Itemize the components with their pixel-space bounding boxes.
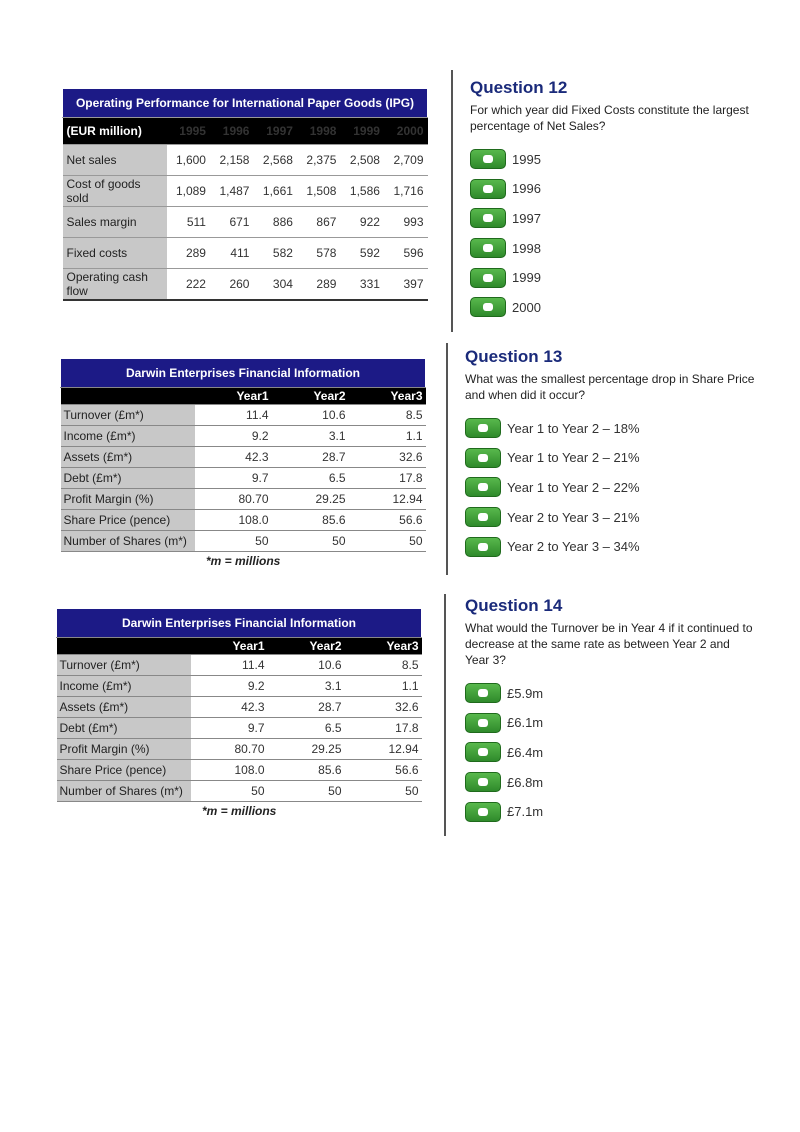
row-label: Debt (£m*) (57, 718, 191, 739)
header-cell (57, 638, 191, 655)
table-cell: 28.7 (272, 447, 349, 468)
table-cell: 108.0 (195, 510, 272, 531)
row-label: Sales margin (63, 207, 167, 238)
option-label: 1998 (512, 240, 541, 256)
table-cell: 1.1 (345, 676, 422, 697)
header-cell: Year3 (349, 388, 426, 405)
table-cell: 50 (349, 531, 426, 552)
table-cell: 12.94 (345, 739, 422, 760)
answer-option[interactable] (465, 682, 755, 704)
table-cell: 8.5 (345, 655, 422, 676)
option-label: 1995 (512, 151, 541, 167)
table-cell: 17.8 (345, 718, 422, 739)
header-cell: Year1 (195, 388, 272, 405)
footnote: *m = millions (202, 804, 277, 818)
ipg-table-section (62, 88, 428, 301)
question-text: What was the smallest percentage drop in Share Price and when did it occur? (465, 372, 755, 402)
radio-button-icon[interactable] (470, 179, 506, 199)
table-cell: 2,375 (297, 145, 340, 176)
table-cell: 3.1 (272, 426, 349, 447)
option-label: 1999 (512, 270, 541, 286)
answer-option[interactable] (470, 296, 760, 318)
row-label: Operating cash flow (63, 269, 167, 301)
table-cell: 6.5 (272, 468, 349, 489)
table-cell: 50 (268, 781, 345, 802)
table-cell: 922 (340, 207, 383, 238)
table-cell: 50 (191, 781, 268, 802)
table-cell: 2,158 (210, 145, 253, 176)
answer-option[interactable] (465, 741, 755, 763)
table-cell: 1,716 (384, 176, 428, 207)
table-cell: 2,508 (340, 145, 383, 176)
question-12 (470, 78, 760, 326)
table-cell: 411 (210, 238, 253, 269)
table-cell: 12.94 (349, 489, 426, 510)
option-label: Year 1 to Year 2 – 22% (507, 479, 640, 495)
table-cell: 80.70 (191, 739, 268, 760)
table-row (57, 676, 422, 697)
darwin-table-title: Darwin Enterprises Financial Information (61, 359, 426, 388)
table-cell: 2,568 (253, 145, 296, 176)
question-text: For which year did Fixed Costs constitute the largest percentage of Net Sales? (470, 103, 749, 133)
radio-button-icon[interactable] (470, 208, 506, 228)
row-label: Share Price (pence) (57, 760, 191, 781)
ipg-table (62, 88, 428, 301)
row-label: Income (£m*) (57, 676, 191, 697)
table-cell: 3.1 (268, 676, 345, 697)
option-label: £6.1m (507, 715, 544, 731)
divider-line (444, 594, 446, 836)
radio-button-icon[interactable] (465, 713, 501, 733)
table-cell: 304 (253, 269, 296, 301)
table-cell: 582 (253, 238, 296, 269)
answer-option[interactable] (470, 207, 760, 229)
question-title: Question 12 (470, 78, 568, 97)
header-cell: 1998 (297, 118, 340, 145)
table-cell: 1,586 (340, 176, 383, 207)
table-cell: 50 (272, 531, 349, 552)
radio-button-icon[interactable] (470, 149, 506, 169)
table-cell: 222 (167, 269, 210, 301)
table-cell: 29.25 (268, 739, 345, 760)
table-cell: 289 (167, 238, 210, 269)
radio-button-icon[interactable] (465, 448, 501, 468)
table-cell: 867 (297, 207, 340, 238)
row-label: Debt (£m*) (61, 468, 195, 489)
answer-option[interactable] (465, 801, 755, 823)
darwin-table-title: Darwin Enterprises Financial Information (57, 609, 422, 638)
darwin-table-a (60, 358, 426, 552)
table-cell: 671 (210, 207, 253, 238)
table-cell: 85.6 (272, 510, 349, 531)
header-cell: Year2 (272, 388, 349, 405)
ipg-table-header (63, 118, 428, 145)
table-row (61, 447, 426, 468)
header-cell: 1995 (167, 118, 210, 145)
table-cell: 56.6 (345, 760, 422, 781)
table-cell: 6.5 (268, 718, 345, 739)
radio-button-icon[interactable] (465, 477, 501, 497)
radio-button-icon[interactable] (465, 772, 501, 792)
header-cell: 1999 (340, 118, 383, 145)
option-label: 1996 (512, 181, 541, 197)
table-cell: 10.6 (272, 405, 349, 426)
answer-option[interactable] (465, 771, 755, 793)
darwin-table-b (56, 608, 422, 802)
table-cell: 289 (297, 269, 340, 301)
table-cell: 260 (210, 269, 253, 301)
table-cell: 886 (253, 207, 296, 238)
table-row (61, 531, 426, 552)
row-label: Income (£m*) (61, 426, 195, 447)
row-label: Turnover (£m*) (61, 405, 195, 426)
table-cell: 511 (167, 207, 210, 238)
row-label: Fixed costs (63, 238, 167, 269)
table-cell: 2,709 (384, 145, 428, 176)
table-row (63, 176, 428, 207)
option-label: £5.9m (507, 685, 544, 701)
table-cell: 80.70 (195, 489, 272, 510)
question-14 (465, 596, 755, 830)
table-row (61, 405, 426, 426)
header-cell: 1996 (210, 118, 253, 145)
table-cell: 42.3 (195, 447, 272, 468)
table-cell: 993 (384, 207, 428, 238)
table-cell: 29.25 (272, 489, 349, 510)
row-label: Profit Margin (%) (57, 739, 191, 760)
table-cell: 108.0 (191, 760, 268, 781)
answer-option[interactable] (470, 148, 760, 170)
table-cell: 50 (345, 781, 422, 802)
option-label: 2000 (512, 299, 541, 315)
radio-button-icon[interactable] (465, 683, 501, 703)
table-row (57, 760, 422, 781)
table-cell: 11.4 (191, 655, 268, 676)
darwin-table-a-section (60, 358, 426, 568)
table-cell: 28.7 (268, 697, 345, 718)
table-cell: 9.7 (191, 718, 268, 739)
table-row (57, 739, 422, 760)
table-row (57, 697, 422, 718)
table-cell: 592 (340, 238, 383, 269)
table-row (61, 489, 426, 510)
header-cell: (EUR million) (63, 118, 167, 145)
table-row (63, 238, 428, 269)
ipg-table-title: Operating Performance for International Paper Goods (IPG) (63, 89, 428, 118)
header-cell: 1997 (253, 118, 296, 145)
table-cell: 1,661 (253, 176, 296, 207)
table-cell: 9.2 (195, 426, 272, 447)
table-cell: 50 (195, 531, 272, 552)
row-label: Net sales (63, 145, 167, 176)
table-cell: 85.6 (268, 760, 345, 781)
radio-button-icon[interactable] (470, 238, 506, 258)
option-label: Year 1 to Year 2 – 21% (507, 450, 640, 466)
answer-option[interactable] (465, 506, 755, 528)
darwin-table-b-section (56, 608, 422, 818)
table-cell: 578 (297, 238, 340, 269)
table-cell: 56.6 (349, 510, 426, 531)
question-title: Question 13 (465, 347, 563, 366)
table-row (63, 269, 428, 301)
table-cell: 397 (384, 269, 428, 301)
table-row (61, 510, 426, 531)
answer-option[interactable] (465, 476, 755, 498)
table-cell: 596 (384, 238, 428, 269)
row-label: Cost of goods sold (63, 176, 167, 207)
answer-option[interactable] (465, 447, 755, 469)
table-cell: 1,600 (167, 145, 210, 176)
radio-button-icon[interactable] (470, 297, 506, 317)
option-label: £7.1m (507, 804, 544, 820)
table-cell: 11.4 (195, 405, 272, 426)
answer-option[interactable] (470, 237, 760, 259)
darwin-table-header (57, 638, 422, 655)
radio-button-icon[interactable] (465, 802, 501, 822)
row-label: Number of Shares (m*) (57, 781, 191, 802)
table-cell: 42.3 (191, 697, 268, 718)
row-label: Assets (£m*) (61, 447, 195, 468)
table-row (61, 468, 426, 489)
option-label: Year 2 to Year 3 – 21% (507, 509, 640, 525)
table-row (63, 145, 428, 176)
row-label: Assets (£m*) (57, 697, 191, 718)
row-label: Turnover (£m*) (57, 655, 191, 676)
option-label: Year 2 to Year 3 – 34% (507, 539, 640, 555)
answer-option[interactable] (470, 178, 760, 200)
footnote: *m = millions (206, 554, 281, 568)
divider-line (451, 70, 453, 332)
radio-button-icon[interactable] (465, 537, 501, 557)
question-title: Question 14 (465, 596, 563, 615)
radio-button-icon[interactable] (465, 507, 501, 527)
table-cell: 1,487 (210, 176, 253, 207)
table-cell: 8.5 (349, 405, 426, 426)
answer-option[interactable] (465, 712, 755, 734)
header-cell: 2000 (384, 118, 428, 145)
table-cell: 331 (340, 269, 383, 301)
radio-button-icon[interactable] (465, 742, 501, 762)
table-cell: 1,508 (297, 176, 340, 207)
header-cell: Year3 (345, 638, 422, 655)
header-cell (61, 388, 195, 405)
option-label: £6.8m (507, 774, 544, 790)
table-cell: 1,089 (167, 176, 210, 207)
table-cell: 10.6 (268, 655, 345, 676)
answer-option[interactable] (465, 536, 755, 558)
divider-line (446, 343, 448, 575)
option-label: £6.4m (507, 744, 544, 760)
table-row (57, 655, 422, 676)
answer-option[interactable] (470, 267, 760, 289)
question-13 (465, 347, 755, 565)
header-cell: Year1 (191, 638, 268, 655)
row-label: Number of Shares (m*) (61, 531, 195, 552)
option-label: 1997 (512, 210, 541, 226)
radio-button-icon[interactable] (470, 268, 506, 288)
darwin-table-header (61, 388, 426, 405)
answer-option[interactable] (465, 417, 755, 439)
table-cell: 1.1 (349, 426, 426, 447)
table-cell: 17.8 (349, 468, 426, 489)
table-row (61, 426, 426, 447)
table-cell: 9.2 (191, 676, 268, 697)
table-cell: 32.6 (349, 447, 426, 468)
row-label: Profit Margin (%) (61, 489, 195, 510)
table-row (57, 718, 422, 739)
table-cell: 32.6 (345, 697, 422, 718)
table-cell: 9.7 (195, 468, 272, 489)
question-text: What would the Turnover be in Year 4 if it continued to decrease at the same rate as between Year 2 and Year 3? (465, 621, 753, 667)
header-cell: Year2 (268, 638, 345, 655)
row-label: Share Price (pence) (61, 510, 195, 531)
table-row (57, 781, 422, 802)
option-label: Year 1 to Year 2 – 18% (507, 420, 640, 436)
table-row (63, 207, 428, 238)
radio-button-icon[interactable] (465, 418, 501, 438)
